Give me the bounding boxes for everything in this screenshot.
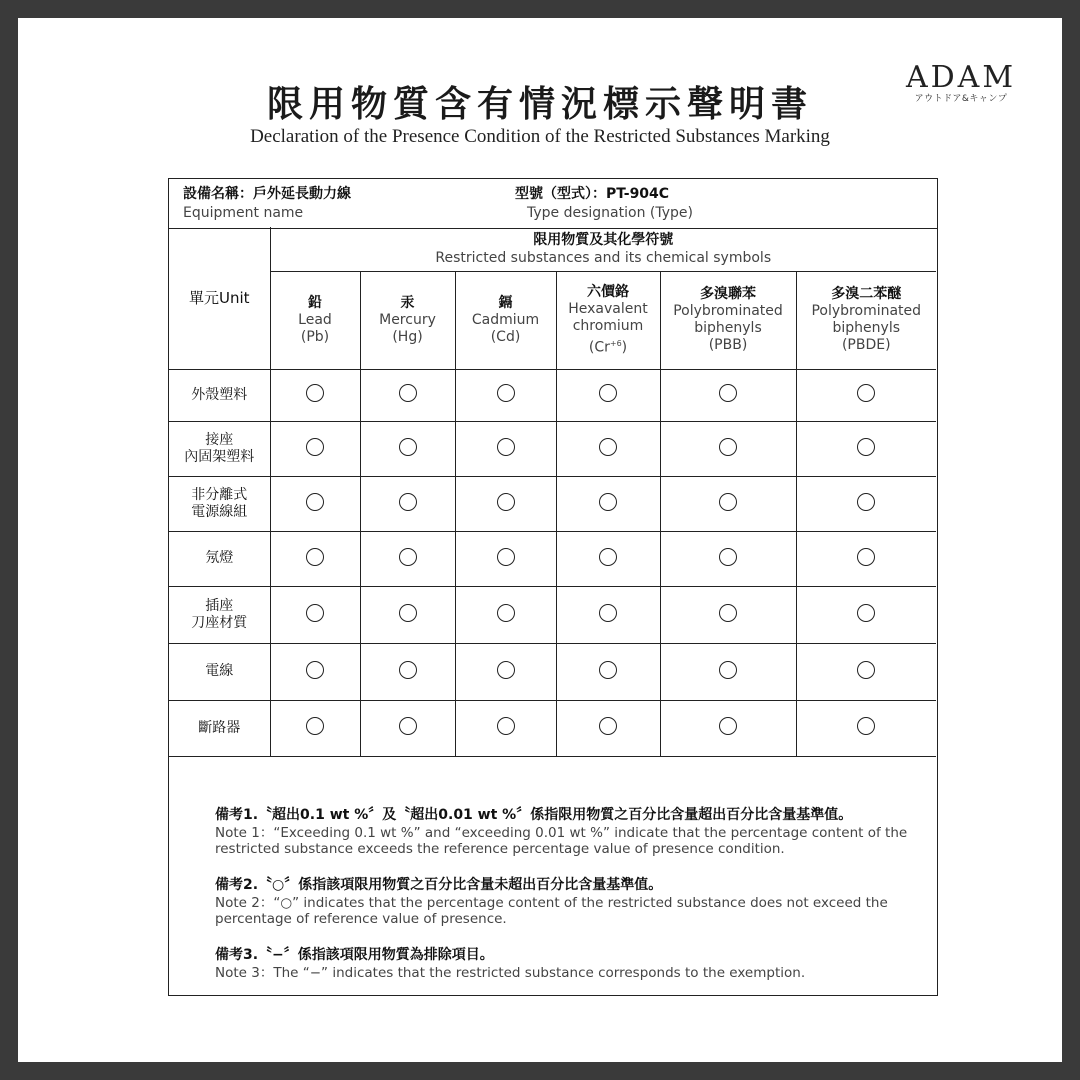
row-label-line-1: 接座	[205, 431, 234, 448]
circle-mark-icon	[497, 661, 515, 679]
substance-header-row	[169, 271, 936, 369]
presence-cell	[556, 531, 660, 586]
circle-mark-icon	[719, 604, 737, 622]
substance-en: Cadmium	[471, 311, 540, 328]
substance-symbol: (Cd)	[490, 328, 521, 345]
note-2-zh: 備考2.〝○〞係指該項限用物質之百分比含量未超出百分比含量基準值。	[215, 877, 663, 893]
substance-header-1	[360, 271, 455, 369]
substance-table-body	[169, 369, 936, 756]
row-label-line-1: 斷路器	[198, 719, 241, 736]
circle-mark-icon	[399, 661, 417, 679]
presence-cell	[455, 643, 556, 700]
substance-header-0	[270, 271, 360, 369]
substance-symbol: (PBB)	[708, 337, 748, 353]
substance-header-3	[556, 271, 660, 369]
presence-cell	[556, 700, 660, 756]
row-label	[169, 700, 270, 756]
circle-mark-icon	[399, 384, 417, 402]
presence-cell	[796, 700, 936, 756]
presence-cell	[660, 476, 796, 531]
equipment-name-en: Equipment name	[183, 205, 304, 221]
row-label	[169, 643, 270, 700]
circle-mark-icon	[857, 717, 875, 735]
circle-mark-icon	[306, 384, 324, 402]
presence-cell	[455, 700, 556, 756]
equipment-name-zh: 設備名稱：戶外延長動力線	[183, 186, 351, 202]
presence-cell	[360, 369, 455, 421]
circle-mark-icon	[719, 717, 737, 735]
substance-symbol: (PBDE)	[841, 337, 891, 353]
table-row	[169, 531, 936, 586]
substance-zh: 鉛	[308, 294, 322, 311]
row-label-line-1: 插座	[205, 597, 234, 614]
logo-tagline: アウトドア&キャンプ	[914, 94, 1008, 104]
row-label	[169, 369, 270, 421]
row-label	[169, 421, 270, 476]
circle-mark-icon	[306, 493, 324, 511]
circle-mark-icon	[306, 717, 324, 735]
presence-cell	[660, 421, 796, 476]
circle-mark-icon	[857, 438, 875, 456]
presence-cell	[360, 476, 455, 531]
presence-cell	[360, 421, 455, 476]
title-english: Declaration of the Presence Condition of the Restricted Substances Marking	[250, 126, 830, 147]
substance-header-4	[660, 271, 796, 369]
presence-cell	[660, 643, 796, 700]
row-label	[169, 586, 270, 643]
presence-cell	[360, 700, 455, 756]
row-label	[169, 531, 270, 586]
substance-zh: 多溴二苯醚	[831, 286, 902, 302]
circle-mark-icon	[399, 717, 417, 735]
circle-mark-icon	[497, 493, 515, 511]
note-3-zh: 備考3.〝−〞係指該項限用物質為排除項目。	[215, 947, 494, 963]
table-row	[169, 476, 936, 531]
table-row	[169, 700, 936, 756]
declaration-sheet	[18, 18, 1062, 1062]
note-2	[215, 875, 915, 927]
row-label-line-1: 非分離式	[191, 486, 248, 503]
circle-mark-icon	[497, 384, 515, 402]
circle-mark-icon	[857, 661, 875, 679]
substance-en: Hexavalent chromium	[568, 300, 648, 334]
substance-zh: 鎘	[498, 294, 513, 311]
circle-mark-icon	[857, 604, 875, 622]
circle-mark-icon	[399, 604, 417, 622]
table-row	[169, 369, 936, 421]
presence-cell	[270, 421, 360, 476]
circle-mark-icon	[306, 604, 324, 622]
note-1-zh: 備考1.〝超出0.1 wt %〞及〝超出0.01 wt %〞係指限用物質之百分比含量超出百分比含量基準值。	[215, 807, 853, 823]
circle-mark-icon	[497, 438, 515, 456]
presence-cell	[455, 586, 556, 643]
presence-cell	[270, 531, 360, 586]
row-label-line-1: 電線	[205, 663, 234, 679]
presence-cell	[455, 369, 556, 421]
declaration-frame	[168, 178, 938, 996]
group-header-en: Restricted substances and its chemical symbols	[435, 249, 772, 266]
row-label	[169, 476, 270, 531]
presence-cell	[270, 643, 360, 700]
circle-mark-icon	[599, 438, 617, 456]
substance-symbol: (Pb)	[300, 328, 330, 345]
presence-cell	[796, 421, 936, 476]
circle-mark-icon	[857, 384, 875, 402]
substance-en: Mercury	[379, 311, 436, 328]
circle-mark-icon	[599, 548, 617, 566]
presence-cell	[660, 586, 796, 643]
circle-mark-icon	[599, 717, 617, 735]
substance-header-5	[796, 271, 936, 369]
type-designation-en: Type designation (Type)	[527, 205, 693, 221]
presence-cell	[455, 421, 556, 476]
circle-mark-icon	[497, 548, 515, 566]
presence-cell	[270, 700, 360, 756]
circle-mark-icon	[599, 384, 617, 402]
circle-mark-icon	[599, 661, 617, 679]
substance-zh: 汞	[400, 294, 415, 311]
superscript: +6	[609, 338, 622, 348]
type-designation-zh: 型號（型式）：PT-904C	[515, 186, 670, 202]
presence-cell	[556, 476, 660, 531]
row-label-line-2: 電源線組	[191, 503, 248, 520]
presence-cell	[360, 643, 455, 700]
substance-en: Polybrominated biphenyls	[673, 303, 783, 336]
table-row	[169, 643, 936, 700]
presence-cell	[360, 531, 455, 586]
presence-cell	[796, 531, 936, 586]
presence-cell	[796, 643, 936, 700]
note-1-en: Note 1：“Exceeding 0.1 wt %” and “exceeding 0.01 wt %” indicate that the percentage content of the restricted substance exceeds the reference percentage value of presence condition.	[215, 825, 908, 857]
substance-table	[169, 227, 936, 757]
circle-mark-icon	[497, 604, 515, 622]
circle-mark-icon	[399, 493, 417, 511]
presence-cell	[660, 369, 796, 421]
substance-en: Polybrominated biphenyls	[811, 303, 922, 336]
substance-zh: 六價鉻	[587, 283, 629, 300]
circle-mark-icon	[599, 604, 617, 622]
type-designation	[515, 185, 693, 223]
presence-cell	[796, 369, 936, 421]
presence-cell	[660, 700, 796, 756]
note-3	[215, 945, 915, 981]
logo-wordmark: ADAM	[905, 60, 1017, 95]
presence-cell	[660, 531, 796, 586]
circle-mark-icon	[399, 438, 417, 456]
presence-cell	[556, 421, 660, 476]
presence-cell	[796, 476, 936, 531]
circle-mark-icon	[719, 661, 737, 679]
row-label-line-1: 氖燈	[205, 550, 234, 566]
circle-mark-icon	[719, 384, 737, 402]
presence-cell	[270, 476, 360, 531]
presence-cell	[796, 586, 936, 643]
note-1	[215, 805, 915, 857]
presence-cell	[556, 369, 660, 421]
note-3-en: Note 3：The “−” indicates that the restricted substance corresponds to the exemption.	[215, 965, 806, 981]
group-header-zh: 限用物質及其化學符號	[533, 231, 674, 248]
row-label-line-2: 內固架塑料	[184, 448, 255, 465]
circle-mark-icon	[599, 493, 617, 511]
presence-cell	[455, 531, 556, 586]
presence-cell	[270, 369, 360, 421]
table-row	[169, 421, 936, 476]
circle-mark-icon	[719, 438, 737, 456]
circle-mark-icon	[306, 661, 324, 679]
circle-mark-icon	[719, 548, 737, 566]
presence-cell	[455, 476, 556, 531]
circle-mark-icon	[306, 548, 324, 566]
circle-mark-icon	[857, 548, 875, 566]
presence-cell	[556, 586, 660, 643]
circle-mark-icon	[857, 493, 875, 511]
substance-en: Lead	[298, 311, 332, 328]
circle-mark-icon	[306, 438, 324, 456]
notes-section	[215, 805, 915, 999]
circle-mark-icon	[497, 717, 515, 735]
substance-header-2	[455, 271, 556, 369]
substance-zh: 多溴聯苯	[700, 286, 756, 302]
substance-symbol: (Hg)	[392, 328, 423, 345]
circle-mark-icon	[399, 548, 417, 566]
circle-mark-icon	[719, 493, 737, 511]
presence-cell	[270, 586, 360, 643]
row-label-line-1: 外殼塑料	[191, 386, 248, 403]
presence-cell	[556, 643, 660, 700]
equipment-info	[169, 179, 937, 229]
substance-symbol: $(Cr^{+6})$	[588, 338, 628, 356]
presence-cell	[360, 586, 455, 643]
substances-group-header	[270, 227, 936, 271]
title-chinese: 限用物質含有情況標示聲明書	[266, 83, 813, 125]
unit-header: 單元Unit	[169, 227, 270, 369]
table-row	[169, 586, 936, 643]
row-label-line-2: 刀座材質	[191, 614, 248, 631]
note-2-en: Note 2：“○” indicates that the percentage content of the restricted substance does not exceed the percentage of reference value of presence.	[215, 895, 888, 927]
equipment-name	[183, 185, 351, 223]
